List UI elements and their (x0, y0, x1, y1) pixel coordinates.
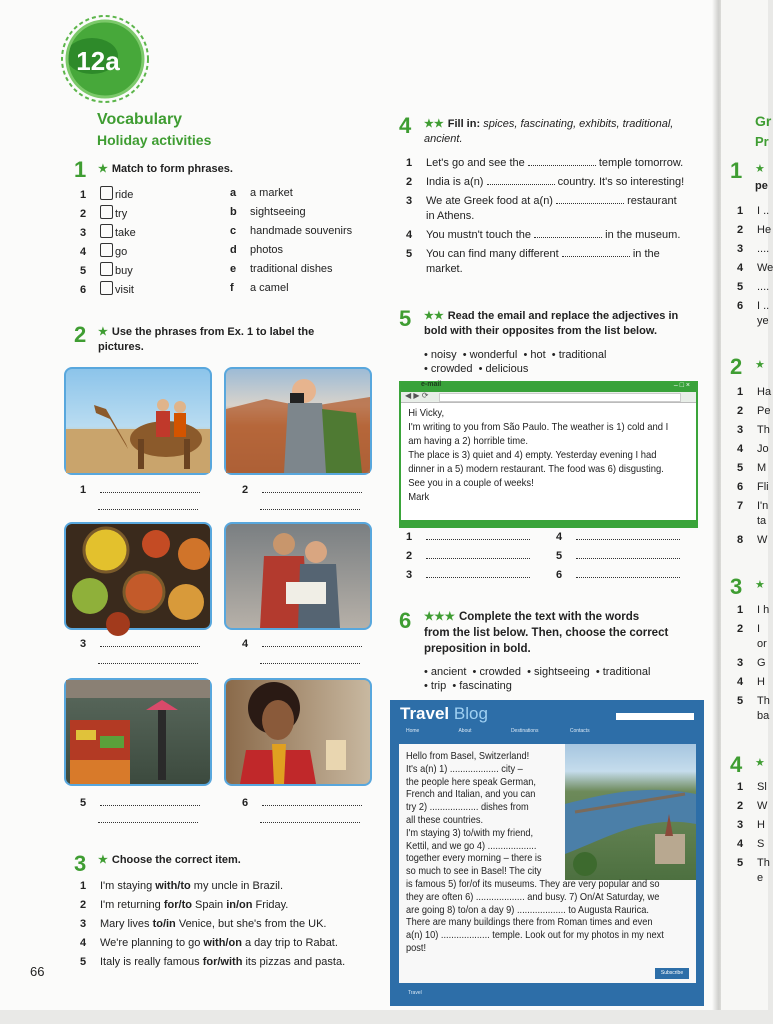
answer-line[interactable] (98, 813, 198, 823)
unit-badge (60, 14, 150, 104)
section-title: Vocabulary (97, 111, 183, 128)
list-item: 5 Italy is really famous for/with its pizzas and pasta. (80, 956, 346, 968)
nav-home[interactable]: Home (406, 728, 420, 734)
email-toolbar (401, 392, 696, 403)
address-bar[interactable] (439, 393, 681, 402)
checkbox[interactable] (100, 281, 113, 295)
picture-label-5: 5 (80, 796, 200, 809)
nav-arrows-icon[interactable]: ◀ ▶ ⟳ (405, 391, 429, 400)
ex6-number: 6 (399, 608, 412, 633)
right-ex1-fragment: pe (755, 180, 768, 192)
star-icon: ★ (98, 163, 108, 175)
list-item: 2 India is a(n) country. It's so interesting! (406, 176, 685, 188)
answer-line[interactable] (260, 654, 360, 664)
ex5-instruction: ★★ Read the email and replace the adjectives in bold with their opposites from the list below. (424, 310, 679, 337)
list-item: 3 We ate Greek food at a(n) restaurant (406, 195, 677, 207)
list-item: d photos (230, 244, 284, 256)
page-number: 66 (30, 964, 45, 979)
star-icon: ★ (755, 757, 765, 769)
list-item: 4 We're planning to go with/on a day trip to Rabat. (80, 937, 338, 949)
answer-line[interactable] (260, 500, 360, 510)
star-icon: ★★ (424, 310, 444, 322)
star-icon: ★ (755, 579, 765, 591)
tourists-photo (224, 522, 372, 630)
list-item: 5 buy (80, 262, 136, 281)
ex5-answers-right: 4 5 6 (556, 530, 680, 587)
right-ex2-list: 1 Ha 2 Pe 3 Th 4 Jo 5 M 6 Fli 7 I'n ta 8 W (737, 386, 772, 546)
photographer-photo (224, 367, 372, 475)
ex5-word-list: • noisy • wonderful • hot • traditional • crowded • delicious (424, 349, 607, 375)
nav-about[interactable]: About (458, 728, 472, 734)
ex3-number: 3 (74, 851, 87, 876)
spices-photo (64, 522, 212, 630)
answer-line[interactable] (98, 500, 198, 510)
list-item: 1 I'm staying with/to my uncle in Brazil. (80, 880, 284, 892)
answer-line[interactable] (98, 654, 198, 664)
email-body: Hi Vicky, I'm writing to you from São Paulo. The weather is 1) cold and I am having a 2) horrible time. The place is 3) quiet and 4) empty. Yesterday evening I had dinner in a 5) modern restaurant. The food was 6) disgusting. See you in a couple of weeks! Mark (408, 407, 669, 503)
right-ex4-list: 1 Sl 2 W 3 H 4 S 5 Th e (737, 781, 770, 884)
list-item: 2 try (80, 205, 136, 224)
ex3-list (80, 879, 345, 974)
ex4-list (406, 156, 696, 281)
star-icon: ★ (755, 163, 765, 175)
list-item: 2 I'm returning for/to Spain in/on Friday. (80, 899, 289, 911)
camel-photo (64, 367, 212, 475)
list-item: a a market (230, 187, 293, 199)
nav-contacts[interactable]: Contacts (569, 728, 590, 734)
list-item: b sightseeing (230, 206, 306, 218)
star-icon: ★ (98, 854, 108, 866)
checkbox[interactable] (100, 205, 113, 219)
ex4-number: 4 (399, 113, 412, 138)
checkbox[interactable] (100, 186, 113, 200)
picture-label-2: 2 (242, 483, 362, 496)
ex3-instruction: ★ Choose the correct item. (98, 854, 241, 866)
right-ex1-number: 1 (730, 158, 743, 183)
blog-text-narrow: Hello from Basel, Switzerland! It's a(n) 1) ................... city – the people here speak German, French and Italian, and you can try 2) ................... dishes from all these countries. I'm staying 3) to/with my friend, Kettil, and we go 4) ................... together every morning – there is so much to see in Basel! The city (406, 750, 542, 878)
email-tab-bar (401, 383, 696, 392)
right-ex3-number: 3 (730, 574, 743, 599)
list-item: 1 ride (80, 186, 136, 205)
right-ex2-number: 2 (730, 354, 743, 379)
ex6-word-list: • ancient • crowded • sightseeing • traditional • trip • fascinating (424, 666, 651, 692)
market-photo (64, 678, 212, 786)
ex4-instruction: ★★ Fill in: spices, fascinating, exhibits, traditional, ancient. (424, 118, 674, 145)
ex2-instruction: ★ Use the phrases from Ex. 1 to label the pictures. (98, 326, 315, 353)
checkbox[interactable] (100, 262, 113, 276)
right-heading-b: Pr (755, 134, 769, 149)
ex5-number: 5 (399, 306, 412, 331)
list-item: 4 go (80, 243, 136, 262)
right-ex3-list: 1 I h 2 I or 3 G 4 H 5 Th ba (737, 604, 770, 722)
picture-label-4: 4 (242, 637, 362, 650)
right-page-edge (721, 0, 773, 1010)
window-controls-icon[interactable]: – □ × (673, 382, 690, 389)
list-item: 5 You can find many different in the (406, 248, 660, 260)
picture-label-3: 3 (80, 637, 200, 650)
email-tab[interactable]: e-mail (421, 381, 442, 388)
picture-label-1: 1 (80, 483, 200, 496)
blog-footer: Travel (408, 990, 422, 996)
ex1-instruction: ★ Match to form phrases. (98, 163, 233, 175)
blog-search-input[interactable] (616, 713, 694, 720)
ex1-right-list (230, 186, 352, 300)
list-item-continued: in Athens. (426, 210, 475, 222)
ex5-answers: 1 2 3 (406, 530, 530, 587)
right-ex4-number: 4 (730, 752, 743, 777)
right-heading-a: Gr (755, 113, 772, 129)
subscribe-button[interactable]: Subscribe (655, 968, 689, 979)
list-item: 1 Let's go and see the temple tomorrow. (406, 157, 684, 169)
email-footer-bar (401, 520, 696, 526)
travel-blog-panel (390, 700, 704, 1006)
list-item: 3 Mary lives to/in Venice, but she's from the UK. (80, 918, 327, 930)
river-city-photo (565, 744, 696, 880)
right-ex1-list: 1 I .. 2 He 3 .... 4 We 5 .... 6 I .. ye (737, 205, 773, 327)
list-item: 3 take (80, 224, 136, 243)
ex6-instruction: ★★★ Complete the text with the words from the list below. Then, choose the correct preposition in bold. (424, 611, 669, 655)
picture-label-6: 6 (242, 796, 362, 809)
ex1-number: 1 (74, 157, 87, 182)
checkbox[interactable] (100, 224, 113, 238)
blog-title: Travel Blog (400, 704, 488, 723)
blog-post (399, 744, 696, 983)
ex2-number: 2 (74, 322, 87, 347)
list-item-continued: market. (426, 263, 463, 275)
email-window (399, 381, 698, 528)
answer-line[interactable] (260, 813, 360, 823)
star-icon: ★★★ (424, 611, 455, 623)
list-item: e traditional dishes (230, 263, 333, 275)
list-item: 6 visit (80, 281, 136, 300)
nav-destinations[interactable]: Destinations (510, 728, 539, 734)
star-icon: ★ (755, 359, 765, 371)
star-icon: ★★ (424, 118, 444, 130)
blog-nav (406, 728, 606, 734)
checkbox[interactable] (100, 243, 113, 257)
blog-text-wide: is famous 5) for/of its museums. They are very popular and so they are often 6) ................... and busy. 7) On/At Saturday, we are going 8) to/on a day 9) ................... to Augusta Raurica. There are many buildings there from Roman times and even a(n) 10) ................... temple. Look out for my photos in my next post! (406, 878, 664, 954)
woman-eating-photo (224, 678, 372, 786)
list-item: c handmade souvenirs (230, 225, 353, 237)
unit-number: 12a (76, 46, 120, 76)
list-item: 4 You mustn't touch the in the museum. (406, 229, 681, 241)
star-icon: ★ (98, 326, 108, 338)
section-subtitle: Holiday activities (97, 132, 212, 148)
ex1-left-list (80, 186, 136, 300)
list-item: f a camel (230, 282, 289, 294)
